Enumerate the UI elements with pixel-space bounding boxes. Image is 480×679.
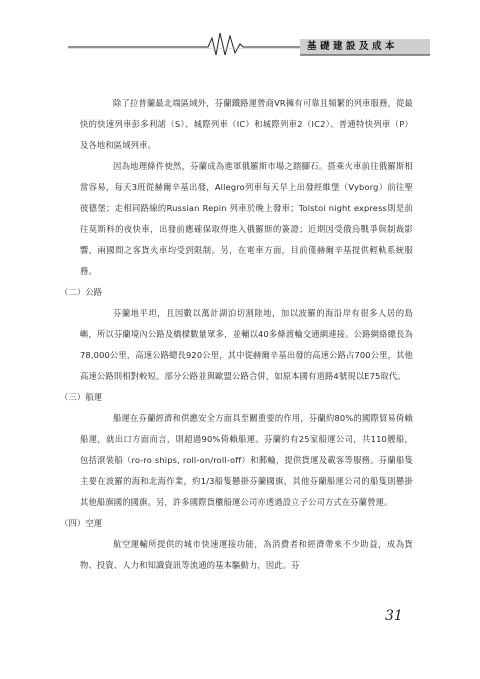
section-heading-shipping: （三）船運 [60,392,103,402]
page-number: 31 [385,608,403,624]
section-heading-air: （四）空運 [60,518,103,528]
paragraph-rail-service: 除了拉普蘭最北端區域外，芬蘭鐵路運營商VR擁有可靠且頻繁的列車服務，從最快的快速列車彭多利諾（S）、城際列車（IC）和城際列車2（IC2）、普通特快列車（P）及各地和區域列車。 [80,98,413,150]
paragraph-rail-russia: 因為地理條件使然，芬蘭成為進軍俄羅斯市場之踏腳石。搭乘火車前往俄羅斯相當容易，每天3班從赫爾辛基出發，Allegro列車每天早上出發經維堡（Vyborg）前往聖彼德堡；走相同路線的Russian Repin 列車於晚上發車；Tolstoi night express則是前往莫斯科的夜快車，出發前應確保取得進入俄羅斯的簽證；近期因受俄烏戰爭與制裁影響，兩國間之客貨火車均受到限制。另，在電車方面，目前僅赫爾辛基提供輕軌系統服務。 [80,161,413,276]
document-body [60,93,413,576]
page-header [0,0,480,60]
section-heading-roads: （二）公路 [60,287,103,297]
paragraph-shipping: 船運在芬蘭經濟和供應安全方面具至關重要的作用，芬蘭約80%的國際貿易倚賴船運，就出口方面而言，則超過90%倚賴船運。芬蘭約有25家船運公司，共110艘船，包括滾裝船（ro-ro ships, roll-on/roll-off）和郵輪，提供貨運及載客等服務。芬蘭船隻主要在波羅的海和北海作業，約1/3船隻懸掛芬蘭國旗，其他芬蘭船運公司的船隻則懸掛其他船旗國的國旗。另，許多國際貨櫃船運公司亦透過設立子公司方式在芬蘭營運。 [80,413,413,507]
paragraph-roads: 芬蘭地平坦，且因數以萬計湖泊切割陸地，加以波羅的海沿岸有很多人居的島嶼，所以芬蘭境內公路及橋樑數量眾多，並輔以40多條渡輪交通網連接。公路網絡總長為78,000公里，高速公路總長920公里，其中從赫爾辛基出發的高速公路占700公里，其他高速公路則相對較短。部分公路並與歐盟公路合併，如原本國有道路4號現以E75取代。 [80,308,413,381]
paragraph-air: 航空運輸所提供的城市快速運接功能，為消費者和經濟帶來不少助益，成為貨物、投資、人力和知識資訊等流通的基本驅動力，因此。芬 [80,539,413,570]
header-title: 基礎建設及成本 [307,41,399,52]
